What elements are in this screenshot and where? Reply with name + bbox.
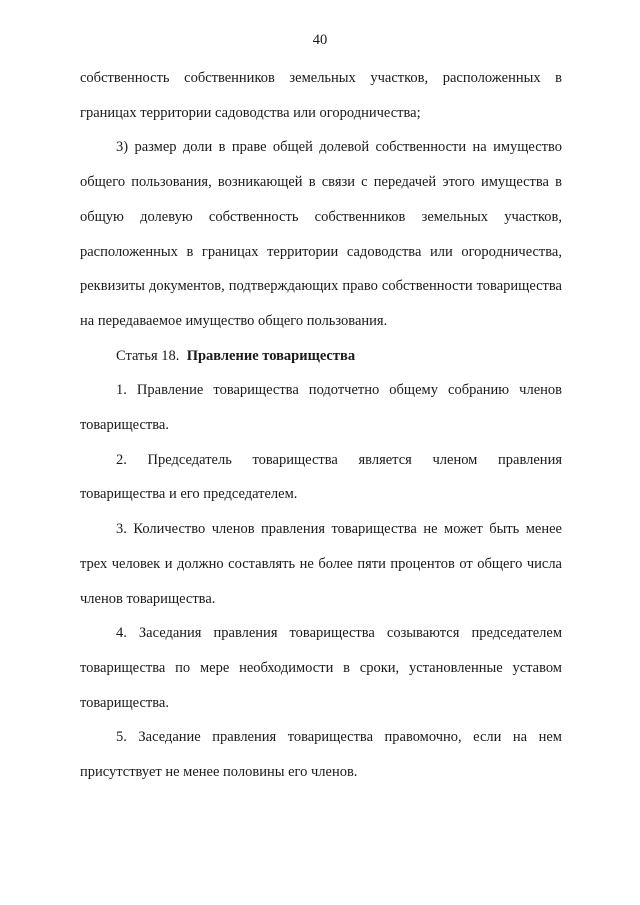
article-title: Правление товарищества — [186, 347, 356, 364]
article-paragraph-4: 4. Заседания правления товарищества созываются председателем товарищества по мере необходимости в сроки, установленные уставом товарищества. — [80, 625, 562, 711]
paragraph-item-3: 3) размер доли в праве общей долевой собственности на имущество общего пользования, возникающей в связи с передачей этого имущества в общую долевую собственность собственников земельных участков, расположенных в границах территории садоводства или огородничества, реквизиты документов, подтверждающих право собственности товарищества на передаваемое имущество общего пользования. — [80, 139, 562, 329]
paragraph-continuation: собственность собственников земельных участков, расположенных в границах территории садоводства или огородничества; — [80, 70, 562, 121]
document-body — [80, 61, 562, 790]
article-heading — [80, 339, 562, 374]
article-paragraph-1: 1. Правление товарищества подотчетно общему собранию членов товарищества. — [80, 382, 562, 434]
article-paragraph-2: 2. Председатель товарищества является членом правления товарищества и его председателем. — [80, 451, 562, 503]
article-paragraph-3: 3. Количество членов правления товарищества не может быть менее трех человек и должно составлять не более пяти процентов от общего числа членов товарищества. — [80, 521, 562, 607]
page-number: 40 — [312, 32, 328, 48]
article-number: Статья 18. — [116, 347, 180, 364]
article-paragraph-5: 5. Заседание правления товарищества правомочно, если на нем присутствует не менее половины его членов. — [80, 729, 562, 781]
